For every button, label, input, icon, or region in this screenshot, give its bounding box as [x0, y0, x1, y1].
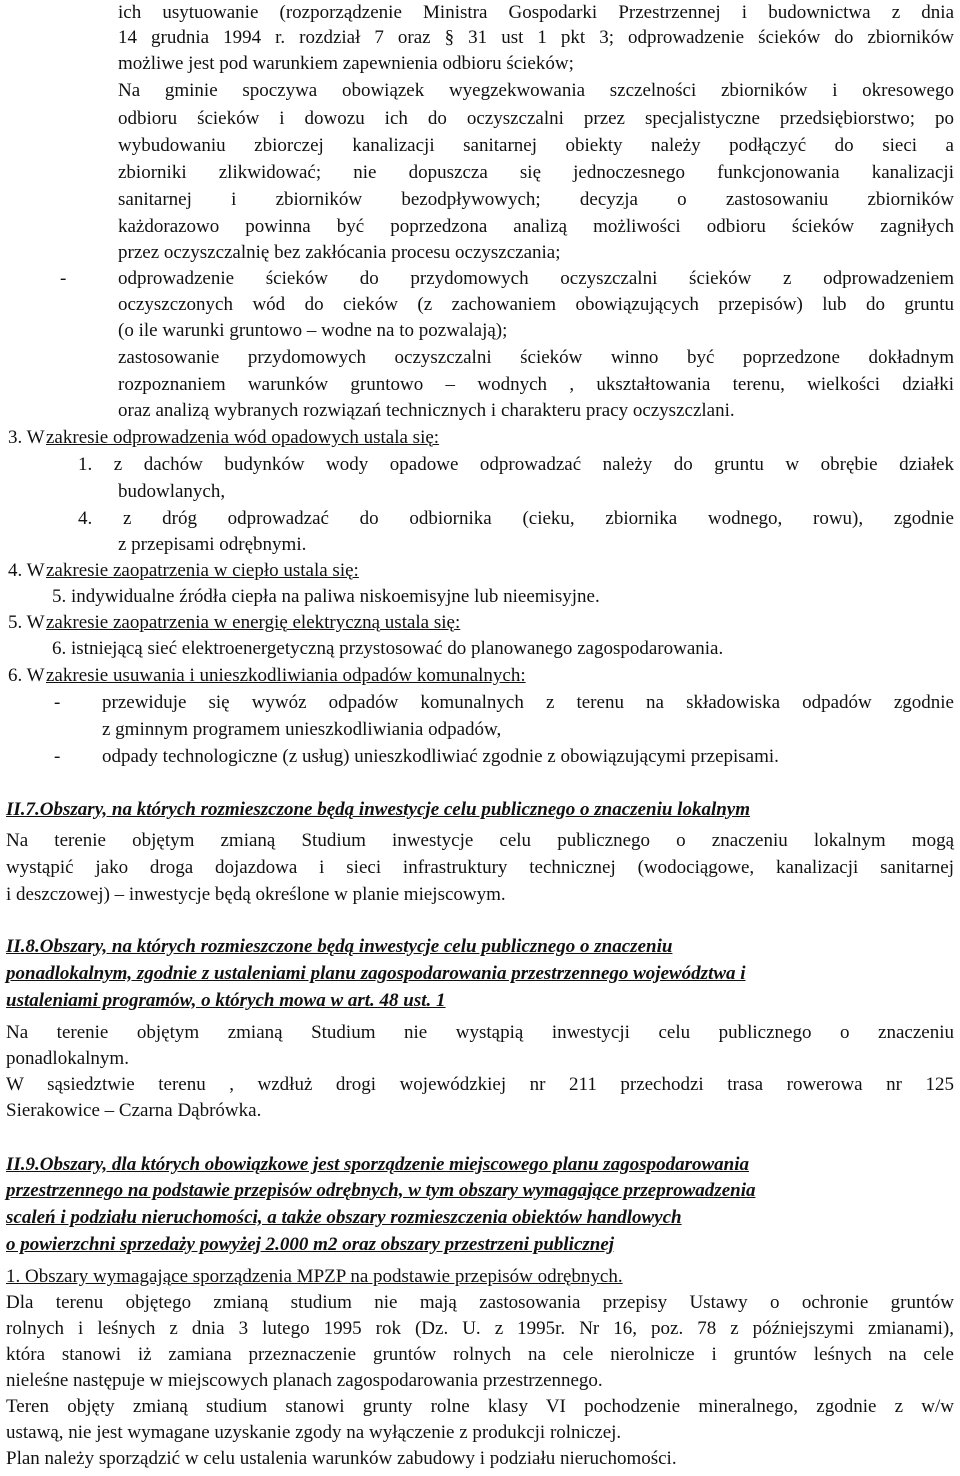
chapter-heading: ponadlokalnym, zgodnie z ustaleniami planu zagospodarowania przestrzennego województwa i — [6, 963, 746, 984]
text-line: W sąsiedztwie terenu , wzdłuż drogi wojewódzkiej nr 211 przechodzi trasa rowerowa nr 125 — [6, 1074, 954, 1095]
text-line: rolnych i leśnych z dnia 3 lutego 1995 rok (Dz. U. z 1995r. Nr 16, poz. 78 z późniejszymi zmianami), — [6, 1318, 954, 1339]
subsection-heading: 1. Obszary wymagające sporządzenia MPZP na podstawie przepisów odrębnych. — [6, 1266, 623, 1287]
section-heading: 6. W zakresie usuwania i unieszkodliwiania odpadów komunalnych: — [8, 665, 526, 686]
text-line: (o ile warunki gruntowo – wodne na to pozwalają); — [118, 320, 508, 341]
text-line: budowlanych, — [118, 481, 226, 502]
text-line: wybudowaniu zbiorczej kanalizacji sanitarnej obiekty należy podłączyć do sieci a — [118, 135, 954, 156]
text-line: możliwe jest pod warunkiem zapewnienia odbioru ścieków; — [118, 53, 574, 74]
text-line: Teren objęty zmianą studium stanowi grunty rolne klasy VI pochodzenie mineralnego, zgodnie z w/w — [6, 1396, 954, 1417]
text-line: zastosowanie przydomowych oczyszczalni ścieków winno być poprzedzone dokładnym — [118, 347, 954, 368]
chapter-heading: II.9.Obszary, dla których obowiązkowe jest sporządzenie miejscowego planu zagospodarowania — [6, 1154, 749, 1175]
text-line: Sierakowice – Czarna Dąbrówka. — [6, 1100, 262, 1121]
chapter-heading: o powierzchni sprzedaży powyżej 2.000 m2 oraz obszary przestrzeni publicznej — [6, 1234, 615, 1255]
text-line: Na terenie objętym zmianą Studium nie wystąpią inwestycji celu publicznego o znaczeniu — [6, 1022, 954, 1043]
dash-bullet: - — [54, 692, 61, 713]
text-line: ustawą, nie jest wymagane uzyskanie zgody na wyłączenie z produkcji rolniczej. — [6, 1422, 622, 1443]
text-line: oraz analizą wybranych rozwiązań technicznych i charakteru pracy oczyszczlani. — [118, 400, 735, 421]
chapter-heading: przestrzennego na podstawie przepisów odrębnych, w tym obszary wymagające przeprowadzenia — [6, 1180, 756, 1201]
text-line: Dla terenu objętego zmianą studium nie mają zastosowania przepisy Ustawy o ochronie gruntów — [6, 1292, 954, 1313]
text-line: Na gminie spoczywa obowiązek wyegzekwowania szczelności zbiorników i okresowego — [118, 80, 954, 101]
text-line: przez oczyszczalnię bez zakłócania procesu oczyszczania; — [118, 242, 561, 263]
section-heading: 3. W zakresie odprowadzenia wód opadowych ustala się: — [8, 427, 440, 448]
section-heading: 5. W zakresie zaopatrzenia w energię elektryczną ustala się: — [8, 612, 461, 633]
text-line: zbiorniki zlikwidować; nie dopuszcza się jednoczesnego funkcjonowania kanalizacji — [118, 162, 954, 183]
chapter-heading: II.8.Obszary, na których rozmieszczone będą inwestycje celu publicznego o znaczeniu — [6, 936, 673, 957]
list-item: 6. istniejącą sieć elektroenergetyczną przystosować do planowanego zagospodarowania. — [52, 638, 724, 659]
list-item: 1. z dachów budynków wody opadowe odprowadzać należy do gruntu w obrębie działek — [78, 454, 954, 475]
text-line: Na terenie objętym zmianą Studium inwestycje celu publicznego o znaczeniu lokalnym mogą — [6, 830, 954, 851]
bullet-item: - odpady technologiczne (z usług) unieszkodliwiać zgodnie z obowiązującymi przepisami. — [0, 744, 960, 770]
text-line: 14 grudnia 1994 r. rozdział 7 oraz § 31 ust 1 pkt 3; odprowadzenie ścieków do zbiorników — [118, 27, 954, 48]
bullet-item: - przewiduje się wywóz odpadów komunalnych z terenu na składowiska odpadów zgodnie — [0, 690, 960, 716]
text-line: Plan należy sporządzić w celu ustalenia warunków zabudowy i podziału nieruchomości. — [6, 1448, 677, 1469]
list-item: 5. indywidualne źródła ciepła na paliwa niskoemisyjne lub nieemisyjne. — [52, 586, 600, 607]
text-line: ich usytuowanie (rozporządzenie Ministra Gospodarki Przestrzennej i budownictwa z dnia — [118, 2, 954, 23]
bullet-item: - odprowadzenie ścieków do przydomowych oczyszczalni ścieków z odprowadzeniem — [0, 266, 960, 292]
text-line: która stanowi iż zamiana przeznaczenie gruntów rolnych na cele nierolnicze i gruntów leśnych na cele — [6, 1344, 954, 1365]
dash-bullet: - — [54, 746, 61, 767]
text-line: z gminnym programem unieszkodliwiania odpadów, — [102, 719, 502, 740]
dash-bullet: - — [60, 268, 67, 289]
section-heading: 4. W zakresie zaopatrzenia w ciepło ustala się: — [8, 560, 359, 581]
text-line: oczyszczonych wód do cieków (z zachowaniem obowiązujących przepisów) lub do gruntu — [118, 294, 954, 315]
chapter-heading: scaleń i podziału nieruchomości, a także obszary rozmieszczenia obiektów handlowych — [6, 1207, 682, 1228]
text-line: odbioru ścieków i dowozu ich do oczyszczalni przez specjalistyczne przedsiębiorstwo; po — [118, 108, 954, 129]
text-line: z przepisami odrębnymi. — [118, 534, 307, 555]
text-line: rozpoznaniem warunków gruntowo – wodnych , ukształtowania terenu, wielkości działki — [118, 374, 954, 395]
chapter-heading: ustaleniami programów, o których mowa w art. 48 ust. 1 — [6, 990, 446, 1011]
text-line: nieleśne następuje w miejscowych planach zagospodarowania przestrzennego. — [6, 1370, 603, 1391]
text-line: i deszczowej) – inwestycje będą określone w planie miejscowym. — [6, 884, 506, 905]
text-line: wystąpić jako droga dojazdowa i sieci infrastruktury technicznej (wodociągowe, kanalizacji sanitarnej — [6, 857, 954, 878]
text-line: sanitarnej i zbiorników bezodpływowych; decyzja o zastosowaniu zbiorników — [118, 189, 954, 210]
chapter-heading: II.7.Obszary, na których rozmieszczone będą inwestycje celu publicznego o znaczeniu lokalnym — [6, 799, 751, 820]
text-line: każdorazowo powinna być poprzedzona analizą możliwości odbioru ścieków zagniłych — [118, 216, 954, 237]
list-item: 4. z dróg odprowadzać do odbiornika (cieku, zbiornika wodnego, rowu), zgodnie — [78, 508, 954, 529]
text-line: ponadlokalnym. — [6, 1048, 129, 1069]
